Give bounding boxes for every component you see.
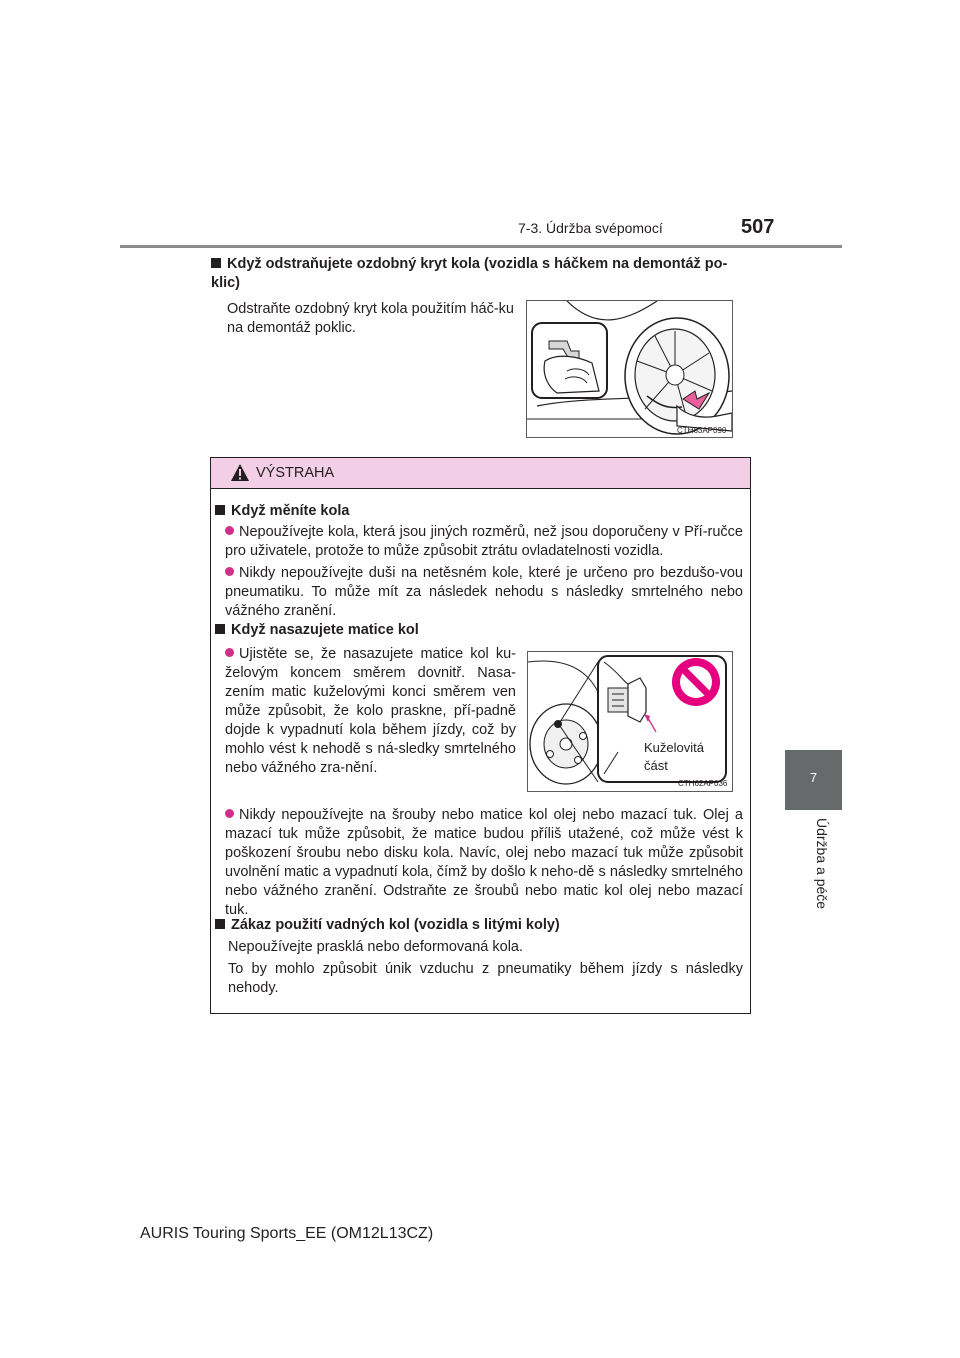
warning-header bbox=[211, 458, 750, 489]
square-bullet-icon bbox=[215, 624, 225, 634]
warning-label: VÝSTRAHA bbox=[256, 465, 335, 481]
page-number: 507 bbox=[741, 216, 775, 238]
warning-heading-wheels: Když měníte kola bbox=[215, 502, 735, 521]
wheel-cover-figure bbox=[526, 300, 733, 438]
warning-bullet: Ujistěte se, že nasazujete matice kol ku-želovým koncem směrem dovnitř. Nasa-zením matic kuželovými konci směrem ven může způsobit, že kolo praskne, pří-padně dojde k vypadnutí kola během jízdy, což by mohlo vést k nehodě s ná-sledky smrtelného nebo vážného zra-nění. bbox=[225, 646, 516, 776]
figure-callout: Kuželovitá část bbox=[644, 740, 704, 773]
wheel-cover-illustration bbox=[527, 301, 732, 437]
warning-heading-damaged-wheels: Zákaz použití vadných kol (vozidla s litými koly) bbox=[215, 916, 735, 935]
figure-code: CTH63AP090 bbox=[677, 426, 727, 435]
warning-paragraph: To by mohlo způsobit únik vzduchu z pneumatiky během jízdy s následky nehody. bbox=[228, 961, 743, 996]
round-bullet-icon bbox=[225, 809, 234, 818]
header-rule bbox=[120, 245, 842, 248]
warning-triangle-icon bbox=[230, 463, 250, 482]
warning-heading-nuts: Když nasazujete matice kol bbox=[215, 621, 735, 640]
warning-bullet: Nikdy nepoužívejte duši na netěsném kole, které je určeno pro bezdušo-vou pneumatiku. To může mít za následek nehodu s následky smrtelného nebo vážného zranění. bbox=[225, 565, 743, 619]
square-bullet-icon bbox=[215, 505, 225, 515]
chapter-number: 7 bbox=[809, 770, 818, 785]
section1-text: Odstraňte ozdobný kryt kola použitím háč-ku na demontáž poklic. bbox=[227, 301, 514, 336]
square-bullet-icon bbox=[215, 919, 225, 929]
round-bullet-icon bbox=[225, 526, 234, 535]
footer-model: AURIS Touring Sports_EE (OM12L13CZ) bbox=[140, 1225, 434, 1242]
figure-code: CTH62AP036 bbox=[678, 779, 728, 788]
warning-bullet: Nikdy nepoužívejte na šrouby nebo matice kol olej nebo mazací tuk. Olej a mazací tuk může způsobit, že matice budou příliš utažené, což může vést k poškození šroubu nebo disku kola. Navíc, olej nebo mazací tuk může způsobit uvolnění matic a vypadnutí kola, čímž by došlo k neho-dě s následky smrtelného nebo vážného zranění. Odstraňte ze šroubů nebo matic kol olej nebo mazací tuk. bbox=[225, 807, 743, 918]
chapter-tab bbox=[785, 750, 842, 810]
round-bullet-icon bbox=[225, 648, 234, 657]
warning-paragraph: Nepoužívejte prasklá nebo deformovaná kola. bbox=[228, 939, 524, 955]
section1-heading: Když odstraňujete ozdobný kryt kola (vozidla s háčkem na demontáž po-klic) bbox=[211, 256, 728, 291]
wheel-nut-figure bbox=[527, 651, 733, 792]
warning-bullet: Nepoužívejte kola, která jsou jiných rozměrů, než jsou doporučeny v Pří-ručce pro uživatele, protože to může způsobit ztrátu ovladatelnosti vozidla. bbox=[225, 524, 743, 559]
round-bullet-icon bbox=[225, 567, 234, 576]
section-title: 7-3. Údržba svépomocí bbox=[518, 220, 663, 236]
warning-box bbox=[210, 457, 751, 1014]
chapter-label: Údržba a péče bbox=[814, 818, 830, 910]
square-bullet-icon bbox=[211, 258, 221, 268]
